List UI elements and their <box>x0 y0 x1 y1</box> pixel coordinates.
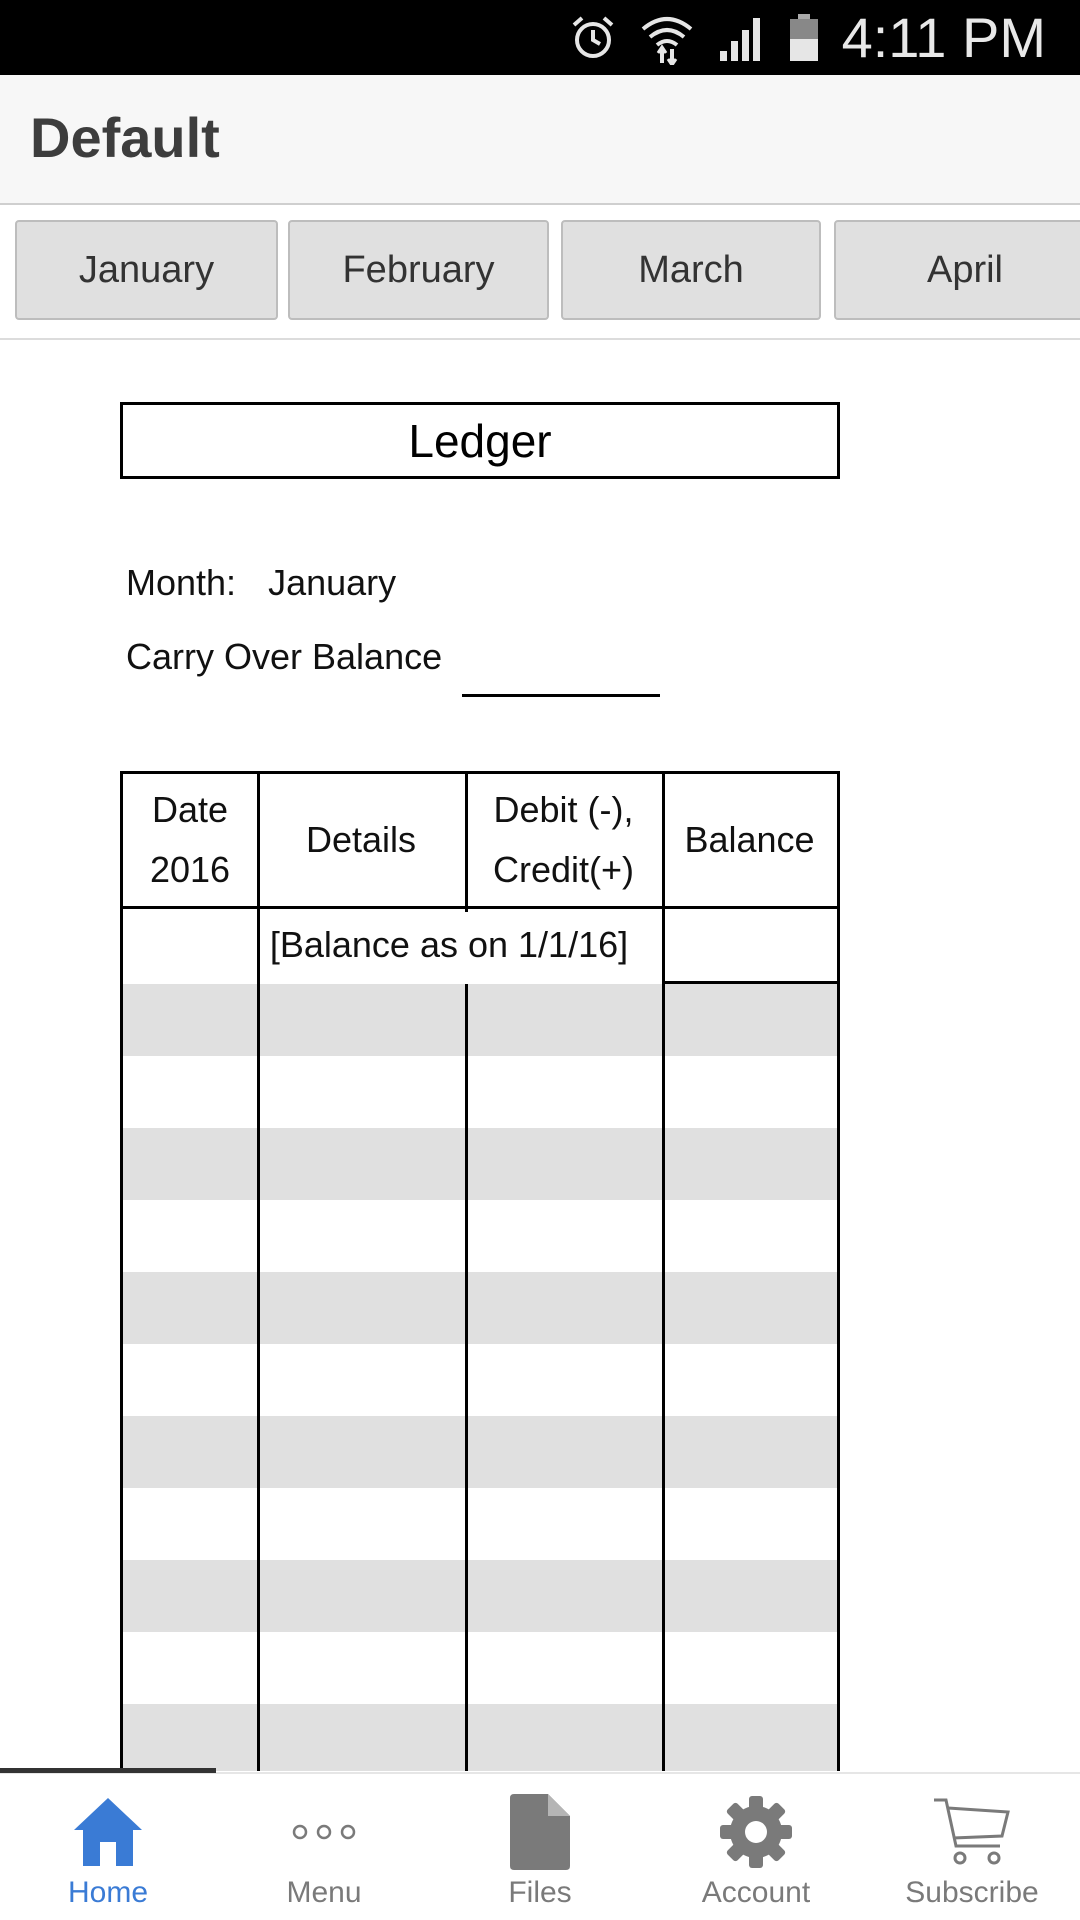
table-row[interactable] <box>123 1560 837 1632</box>
column-header-date-line1: Date <box>151 789 229 830</box>
table-row[interactable] <box>123 1272 837 1344</box>
bottom-nav <box>0 1772 1080 1920</box>
column-header-balance <box>662 774 837 909</box>
column-header-details-label: Details <box>305 819 417 860</box>
tab-march[interactable]: March <box>561 220 821 320</box>
column-header-date <box>123 774 257 909</box>
status-icons <box>568 8 820 68</box>
status-bar <box>0 0 1080 75</box>
column-header-debit-line2: Credit(+) <box>492 849 635 890</box>
ledger-table <box>120 771 840 1771</box>
carry-over-input[interactable] <box>462 694 660 697</box>
table-row[interactable] <box>123 984 837 1056</box>
table-row[interactable] <box>123 1416 837 1488</box>
tab-april[interactable]: April <box>834 220 1080 320</box>
column-header-details <box>257 774 465 909</box>
nav-label-account: Account <box>701 1876 811 1909</box>
ledger-title: Ledger <box>120 402 840 479</box>
month-tabs[interactable] <box>0 206 1080 340</box>
column-header-debit-credit <box>465 774 662 909</box>
battery-icon <box>788 13 820 63</box>
signal-icon <box>716 13 766 63</box>
column-header-debit-line1: Debit (-), <box>493 789 634 830</box>
tab-january[interactable]: January <box>15 220 278 320</box>
nav-label-files: Files <box>508 1876 572 1909</box>
nav-item-account[interactable] <box>648 1774 864 1920</box>
column-header-date-line2: 2016 <box>149 849 231 890</box>
table-row[interactable] <box>123 1128 837 1200</box>
status-time: 4:11 PM <box>841 6 1046 69</box>
file-icon <box>508 1792 572 1872</box>
home-icon <box>70 1794 146 1870</box>
gear-icon <box>718 1794 794 1870</box>
nav-item-subscribe[interactable] <box>864 1774 1080 1920</box>
nav-item-files[interactable] <box>432 1774 648 1920</box>
wifi-icon <box>640 11 694 65</box>
carry-over-label: Carry Over Balance <box>126 636 443 677</box>
month-value: January <box>268 562 397 603</box>
nav-label-subscribe: Subscribe <box>905 1876 1039 1909</box>
nav-active-indicator <box>0 1768 216 1773</box>
column-divider <box>662 774 665 1771</box>
tab-february[interactable]: February <box>288 220 549 320</box>
table-row[interactable] <box>123 1704 837 1771</box>
more-dots-icon <box>289 1817 359 1847</box>
page-title: Default <box>30 106 220 169</box>
column-divider <box>465 774 468 912</box>
alarm-icon <box>568 13 618 63</box>
nav-item-home[interactable] <box>0 1774 216 1920</box>
nav-item-menu[interactable] <box>216 1774 432 1920</box>
column-header-balance-label: Balance <box>684 819 815 860</box>
opening-balance-divider <box>662 981 837 984</box>
nav-label-home: Home <box>67 1876 149 1909</box>
column-divider <box>465 984 468 1771</box>
opening-balance-label: [Balance as on 1/1/16] <box>269 924 629 965</box>
column-divider <box>257 774 260 1771</box>
month-row <box>126 562 396 604</box>
month-label: Month: <box>126 562 237 603</box>
app-bar <box>0 75 1080 205</box>
nav-label-menu: Menu <box>286 1876 362 1909</box>
cart-icon <box>932 1794 1012 1870</box>
